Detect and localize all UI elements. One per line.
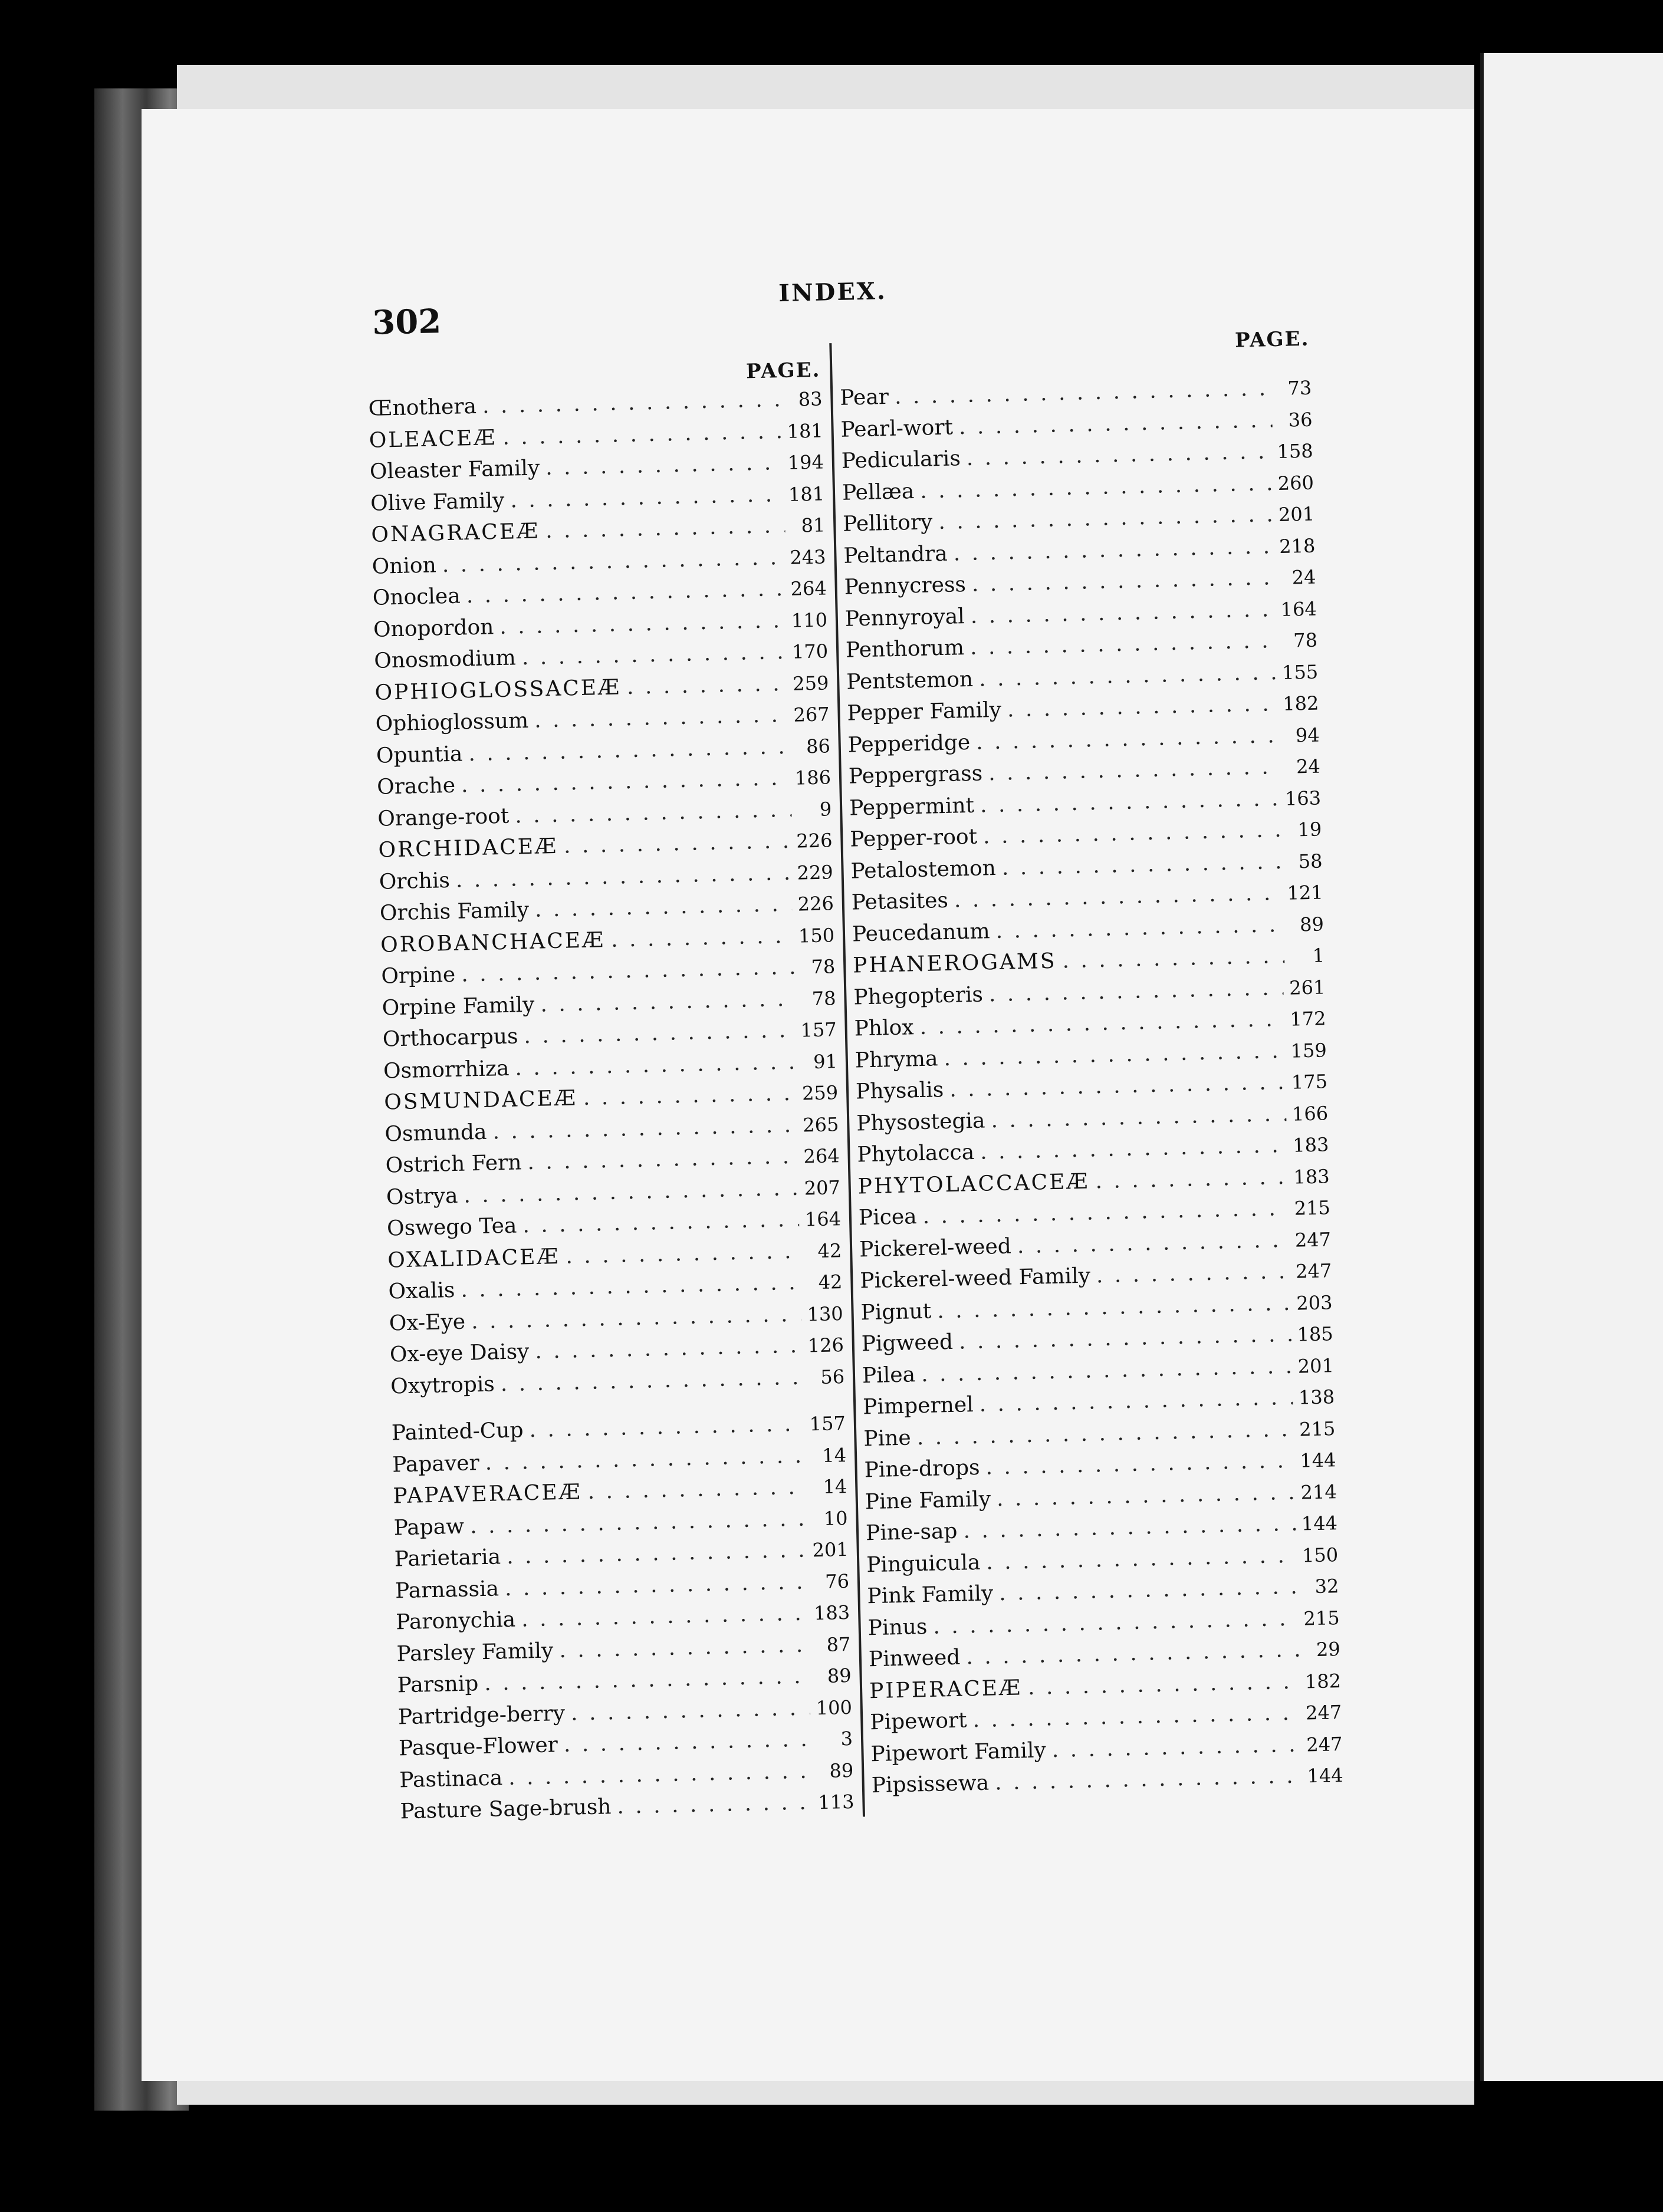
entry-page-number: 89 — [827, 1664, 852, 1687]
entry-page-number: 247 — [1306, 1732, 1343, 1756]
entry-page-number: 76 — [824, 1569, 850, 1593]
entry-term: Oxalis — [388, 1278, 455, 1304]
entry-term: Pinguicula — [866, 1550, 981, 1577]
index-content — [366, 266, 1392, 1868]
entry-page-number: 3 — [840, 1727, 853, 1750]
entry-term: Ox-eye Daisy — [389, 1339, 530, 1367]
entry-term: Osmunda — [384, 1120, 487, 1147]
entry-term: Ophioglossum — [375, 708, 529, 736]
entry-term: Physostegia — [856, 1108, 985, 1135]
dot-leader — [545, 450, 783, 480]
entry-page-number: 247 — [1305, 1701, 1342, 1724]
entry-page-number: 183 — [1292, 1133, 1329, 1157]
entry-term: Orpine — [380, 962, 456, 989]
entry-term: ORCHIDACEÆ — [378, 834, 558, 863]
entry-page-number: 259 — [792, 671, 829, 695]
entry-term: Onion — [372, 552, 437, 579]
entry-page-number: 14 — [821, 1443, 847, 1467]
entry-page-number: 9 — [819, 797, 832, 821]
entry-term: Petalostemon — [850, 855, 997, 884]
entry-term: Penthorum — [845, 636, 965, 663]
entry-page-number: 14 — [823, 1475, 847, 1498]
entry-page-number: 144 — [1307, 1764, 1344, 1788]
dot-leader — [627, 671, 787, 699]
entry-page-number: 1 — [1312, 944, 1325, 967]
dot-leader — [895, 376, 1272, 409]
entry-page-number: 130 — [807, 1302, 844, 1325]
entry-page-number: 182 — [1304, 1669, 1342, 1693]
left-index-column — [367, 358, 854, 1831]
entry-term: Pickerel-weed Family — [859, 1263, 1091, 1293]
entry-page-number: 91 — [813, 1049, 838, 1073]
entry-page-number: 78 — [1293, 628, 1318, 652]
entry-page-number: 73 — [1287, 376, 1312, 400]
entry-page-number: 81 — [801, 514, 826, 537]
entry-term: OPHIOGLOSSACEÆ — [374, 674, 622, 705]
entry-term: PHANEROGAMS — [852, 949, 1057, 978]
entry-term: Pasque-Flower — [398, 1733, 558, 1761]
dot-leader — [566, 1239, 802, 1268]
entry-page-number: 181 — [788, 482, 825, 506]
left-entry-list — [368, 386, 854, 1831]
entry-term: Oleaster Family — [369, 456, 540, 484]
entry-term: Onosmodium — [373, 646, 517, 673]
entry-page-number: 157 — [809, 1412, 846, 1436]
dot-leader — [564, 829, 791, 858]
entry-page-number: 215 — [1299, 1417, 1336, 1441]
entry-term: Peltandra — [843, 541, 948, 568]
dot-leader — [534, 703, 788, 733]
entry-term: Pine — [863, 1426, 912, 1451]
column-header-page: PAGE. — [1234, 327, 1310, 353]
entry-page-number: 265 — [802, 1112, 839, 1137]
entry-term: Pepper-root — [849, 824, 978, 852]
entry-term: Pipewort Family — [870, 1737, 1047, 1766]
entry-page-number: 29 — [1316, 1638, 1341, 1661]
right-index-column — [839, 327, 1344, 1805]
entry-term: Parietaria — [394, 1545, 501, 1572]
entry-term: OLEACEÆ — [369, 425, 497, 453]
column-header-page: PAGE. — [745, 358, 821, 384]
entry-term: Pennyroyal — [844, 604, 965, 631]
entry-term: Parsnip — [397, 1671, 479, 1698]
entry-term: Pear — [839, 384, 889, 410]
entry-term: Ostrya — [386, 1183, 458, 1210]
entry-term: Orthocarpus — [382, 1024, 518, 1052]
entry-page-number: 207 — [804, 1176, 841, 1200]
dot-leader — [521, 640, 786, 670]
entry-term: OROBANCHACEÆ — [380, 927, 606, 957]
entry-term: Oswego Tea — [386, 1213, 517, 1241]
entry-term: Orchis — [379, 868, 451, 894]
right-entry-list — [840, 376, 1343, 1805]
entry-page-number: 86 — [806, 734, 831, 758]
entry-term: Pasture Sage-brush — [400, 1795, 612, 1824]
entry-page-number: 24 — [1291, 565, 1316, 589]
entry-page-number: 185 — [1297, 1322, 1334, 1346]
dot-leader — [563, 1727, 813, 1757]
entry-term: Opuntia — [376, 741, 463, 768]
entry-page-number: 259 — [801, 1081, 839, 1105]
entry-term: Pine Family — [865, 1486, 991, 1514]
entry-term: PIPERACEÆ — [869, 1675, 1023, 1703]
entry-term: Pine-sap — [865, 1519, 958, 1546]
entry-page-number: 166 — [1291, 1101, 1329, 1125]
entry-page-number: 201 — [1278, 502, 1315, 526]
entry-page-number: 175 — [1291, 1070, 1328, 1094]
entry-term: Orache — [376, 773, 456, 799]
entry-term: Papaw — [393, 1514, 465, 1540]
entry-term: Pearl-wort — [840, 414, 954, 442]
entry-page-number: 247 — [1294, 1227, 1332, 1252]
entry-term: Ox-Eye — [389, 1309, 466, 1336]
entry-term: Petasites — [851, 888, 949, 915]
dot-leader — [535, 892, 793, 922]
entry-page-number: 164 — [804, 1207, 842, 1231]
entry-term: PHYTOLACCACEÆ — [857, 1169, 1090, 1199]
entry-page-number: 94 — [1295, 723, 1320, 746]
entry-term: Paronychia — [395, 1607, 516, 1635]
entry-page-number: 194 — [787, 450, 824, 474]
entry-page-number: 218 — [1279, 534, 1316, 558]
entry-term: Pepperidge — [847, 730, 971, 758]
entry-term: Peppermint — [849, 793, 975, 821]
entry-page-number: 267 — [793, 703, 830, 726]
entry-term: Onopordon — [373, 614, 494, 642]
entry-term: Phlox — [854, 1015, 915, 1041]
entry-page-number: 42 — [818, 1270, 843, 1294]
entry-term: Peucedanum — [852, 919, 991, 947]
entry-page-number: 203 — [1296, 1291, 1333, 1315]
entry-page-number: 186 — [794, 766, 832, 789]
entry-term: Peppergrass — [848, 761, 983, 789]
facing-page-edge — [1480, 53, 1663, 2081]
entry-page-number: 158 — [1277, 439, 1314, 463]
entry-term: Pennycress — [844, 572, 967, 600]
entry-term: Orchis Family — [379, 897, 530, 926]
entry-page-number: 170 — [791, 640, 829, 663]
entry-term: Orange-root — [377, 804, 510, 831]
entry-page-number: 83 — [798, 387, 823, 411]
dot-leader — [611, 923, 793, 952]
entry-page-number: 144 — [1301, 1512, 1338, 1535]
entry-term: Pimpernel — [862, 1393, 974, 1420]
entry-page-number: 261 — [1289, 975, 1326, 999]
entry-term: OXALIDACEÆ — [387, 1244, 560, 1273]
entry-term: Physalis — [855, 1078, 944, 1104]
entry-term: Pedicularis — [841, 446, 961, 473]
entry-page-number: 155 — [1281, 660, 1319, 684]
entry-page-number: 226 — [796, 829, 833, 852]
entry-term: Painted-Cup — [391, 1418, 524, 1446]
entry-term: Œnothera — [368, 394, 477, 421]
dot-leader — [617, 1790, 813, 1818]
entry-page-number: 247 — [1295, 1259, 1332, 1283]
entry-page-number: 183 — [1293, 1164, 1330, 1189]
dot-leader — [1062, 944, 1285, 973]
entry-page-number: 243 — [790, 545, 826, 569]
entry-page-number: 110 — [791, 608, 828, 632]
dot-leader — [545, 514, 786, 543]
dot-leader — [1095, 1164, 1288, 1193]
entry-term: Onoclea — [372, 584, 461, 610]
entry-term: Oxytropis — [390, 1372, 495, 1399]
entry-term: PAPAVERACEÆ — [393, 1480, 583, 1509]
entry-term: ONAGRACEÆ — [371, 519, 540, 547]
entry-page-number: 264 — [803, 1144, 840, 1168]
entry-term: Pastinaca — [399, 1765, 503, 1792]
entry-page-number: 172 — [1289, 1007, 1326, 1031]
entry-page-number: 100 — [816, 1696, 853, 1719]
entry-page-number: 19 — [1297, 818, 1322, 841]
entry-term: Pellæa — [842, 479, 915, 505]
entry-term: Pilea — [862, 1362, 916, 1388]
dot-leader — [571, 1696, 811, 1725]
entry-term: Osmorrhiza — [383, 1056, 510, 1084]
entry-term: Orpine Family — [382, 992, 535, 1021]
entry-page-number: 229 — [797, 860, 834, 884]
entry-term: Partridge-berry — [397, 1701, 566, 1729]
entry-term: Pipsissewa — [871, 1770, 990, 1798]
entry-page-number: 78 — [811, 986, 836, 1010]
entry-page-number: 56 — [820, 1365, 845, 1388]
entry-page-number: 201 — [1297, 1354, 1335, 1378]
entry-page-number: 113 — [817, 1790, 854, 1814]
entry-page-number: 87 — [826, 1632, 851, 1656]
dot-leader — [1051, 1732, 1301, 1762]
entry-page-number: 215 — [1294, 1196, 1331, 1220]
entry-term: Pigweed — [861, 1329, 954, 1357]
entry-term: Pignut — [860, 1299, 932, 1325]
entry-page-number: 157 — [800, 1018, 837, 1042]
entry-page-number: 144 — [1299, 1449, 1336, 1472]
dot-leader — [1096, 1259, 1290, 1288]
entry-term: Phegopteris — [853, 982, 984, 1010]
entry-term: Olive Family — [370, 488, 505, 516]
dot-leader — [587, 1475, 807, 1504]
entry-page-number: 150 — [1302, 1543, 1339, 1567]
running-title: INDEX. — [778, 276, 888, 308]
entry-term: Pipewort — [869, 1708, 968, 1735]
entry-page-number: 150 — [798, 923, 835, 947]
entry-page-number: 163 — [1284, 786, 1322, 810]
entry-page-number: 126 — [807, 1334, 844, 1357]
entry-page-number: 182 — [1282, 692, 1319, 715]
entry-page-number: 226 — [797, 892, 834, 916]
entry-page-number: 159 — [1290, 1038, 1327, 1062]
entry-page-number: 42 — [817, 1239, 842, 1262]
entry-page-number: 214 — [1300, 1480, 1337, 1504]
dot-leader — [583, 1081, 796, 1110]
entry-page-number: 36 — [1288, 408, 1313, 432]
dot-leader — [559, 1632, 811, 1663]
entry-term: Pentstemon — [846, 667, 974, 694]
entry-page-number: 260 — [1277, 471, 1314, 495]
entry-page-number: 10 — [823, 1506, 848, 1530]
entry-page-number: 181 — [787, 419, 824, 443]
entry-page-number: 215 — [1303, 1606, 1340, 1630]
dot-leader — [540, 986, 796, 1016]
entry-term: Pellitory — [842, 510, 933, 536]
entry-term: Picea — [858, 1204, 918, 1230]
entry-page-number: 58 — [1298, 849, 1323, 873]
entry-term: Pinus — [867, 1614, 928, 1640]
entry-page-number: 89 — [829, 1759, 854, 1782]
entry-page-number: 183 — [813, 1601, 850, 1625]
entry-term: Ostrich Fern — [385, 1150, 522, 1178]
entry-page-number: 32 — [1314, 1575, 1339, 1598]
page-number: 302 — [372, 302, 442, 343]
entry-term: Pinweed — [868, 1645, 961, 1672]
entry-term: Pink Family — [867, 1581, 994, 1609]
entry-page-number: 121 — [1287, 881, 1324, 904]
entry-page-number: 138 — [1298, 1385, 1335, 1409]
entry-term: Pine-drops — [864, 1455, 980, 1483]
entry-term: Phytolacca — [857, 1140, 975, 1167]
entry-term: OSMUNDACEÆ — [383, 1086, 578, 1115]
entry-page-number: 89 — [1299, 912, 1325, 936]
entry-term: Papaver — [392, 1450, 480, 1477]
entry-term: Parsley Family — [396, 1638, 554, 1666]
entry-term: Phryma — [854, 1046, 938, 1073]
entry-page-number: 264 — [790, 577, 827, 600]
entry-page-number: 201 — [812, 1538, 849, 1562]
entry-page-number: 78 — [811, 955, 836, 979]
entry-term: Pickerel-weed — [859, 1234, 1012, 1262]
entry-term: Parnassia — [395, 1576, 499, 1603]
entry-page-number: 24 — [1296, 755, 1321, 778]
entry-term: Pepper Family — [847, 697, 1002, 726]
entry-page-number: 164 — [1280, 597, 1317, 621]
